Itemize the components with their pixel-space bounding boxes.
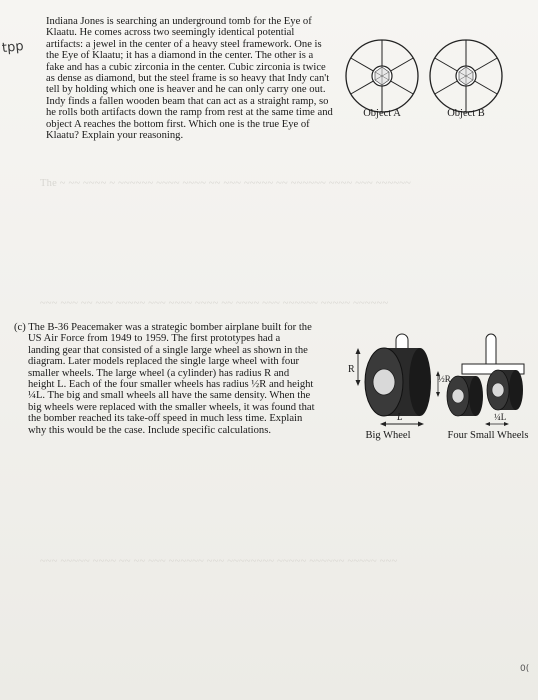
problem-b-line: fake and has a cubic zirconia in the center. Cubic zirconia is twice [46, 61, 326, 73]
problem-b-line: Klaatu. He comes across two seemingly identical potential [46, 27, 295, 39]
small-wheels-label: Four Small Wheels [447, 430, 529, 441]
problem-c-text [14, 322, 348, 436]
handwritten-margin-note: tpp [1, 38, 25, 57]
problem-b-line: as dense as diamond, but the steel frame is so heavy that Indy can't [46, 73, 330, 85]
object-a-label: Object A [363, 108, 401, 119]
object-b-diagram [426, 36, 506, 116]
problem-b-line: Klaatu? Explain your reasoning. [46, 130, 184, 142]
problem-c-line: US Air Force from 1949 to 1959. The first prototypes had a [28, 333, 281, 345]
problem-c-line: the bomber reached its take-off speed in much less time. Explain [28, 413, 303, 425]
object-a-diagram [342, 36, 422, 116]
problem-b-line: he rolls both artifacts down the ramp from rest at the same time and [46, 107, 333, 119]
problem-c-line: big wheels were replaced with the smaller wheels, it was found that [28, 401, 315, 413]
bleed-through-text: ~~~ ~~~~~ ~~~~ ~~ ~~ ~~~ ~~~~~~ ~~~ ~~~~~~~~ ~~~~~ ~~~~~~ ~~~~~ ~~~ [40, 556, 398, 567]
big-wheel-label: Big Wheel [365, 430, 411, 441]
problem-c-line: why this would be the case. Include specific calculations. [28, 424, 271, 436]
big-wheel-diagram [346, 330, 436, 430]
object-b-label: Object B [447, 108, 485, 119]
problem-b-text [46, 16, 346, 141]
problem-b-line: tell by holding which one is heaver and he can only carry one out. [46, 84, 326, 96]
bleed-through-text: ~~~ ~~~ ~~ ~~~ ~~~~~ ~~~ ~~~~ ~~~~ ~~ ~~~~ ~~~ ~~~~~~ ~~~~~ ~~~~~~ [40, 298, 389, 309]
big-wheel-radius-mark: R [348, 364, 355, 375]
problem-b-line: object A reaches the bottom first. Which one is the true Eye of [46, 118, 310, 130]
problem-b-line: the Eye of Klaatu; it has a diamond in the center. The other is a [46, 50, 314, 62]
problem-b-line: artifacts: a jewel in the center of a heavy steel framework. One is [46, 38, 322, 50]
problem-c-line: height L. Each of the four smaller wheels has radius ½R and height [28, 379, 314, 391]
small-wheel-height-mark: ¼L [494, 412, 507, 422]
problem-b-line: Indiana Jones is searching an underground tomb for the Eye of [46, 16, 312, 27]
problem-c-line: smaller wheels. The large wheel (a cylinder) has radius R and [28, 367, 290, 379]
problem-b-line: Indy finds a fallen wooden beam that can act as a straight ramp, so [46, 95, 329, 107]
page-corner-mark: 0( [520, 664, 530, 674]
problem-c-line: landing gear that consisted of a single large wheel as shown in the [28, 344, 308, 356]
small-wheel-radius-mark: ½R [438, 374, 451, 384]
problem-c-line: (c) The B-36 Peacemaker was a strategic bomber airplane built for the [14, 322, 312, 333]
big-wheel-height-mark: L [397, 412, 403, 423]
problem-c-line: ¼L. The big and small wheels all have the same density. When the [28, 390, 311, 402]
problem-c-line: diagram. Later models replaced the single large wheel with four [28, 356, 300, 368]
bleed-through-text: The ~ ~~ ~~~~ ~ ~~~~~~ ~~~~ ~~~~ ~~ ~~~ ~~~~~ ~~ ~~~~~~ ~~~~ ~~~ ~~~~~~ [40, 178, 411, 189]
